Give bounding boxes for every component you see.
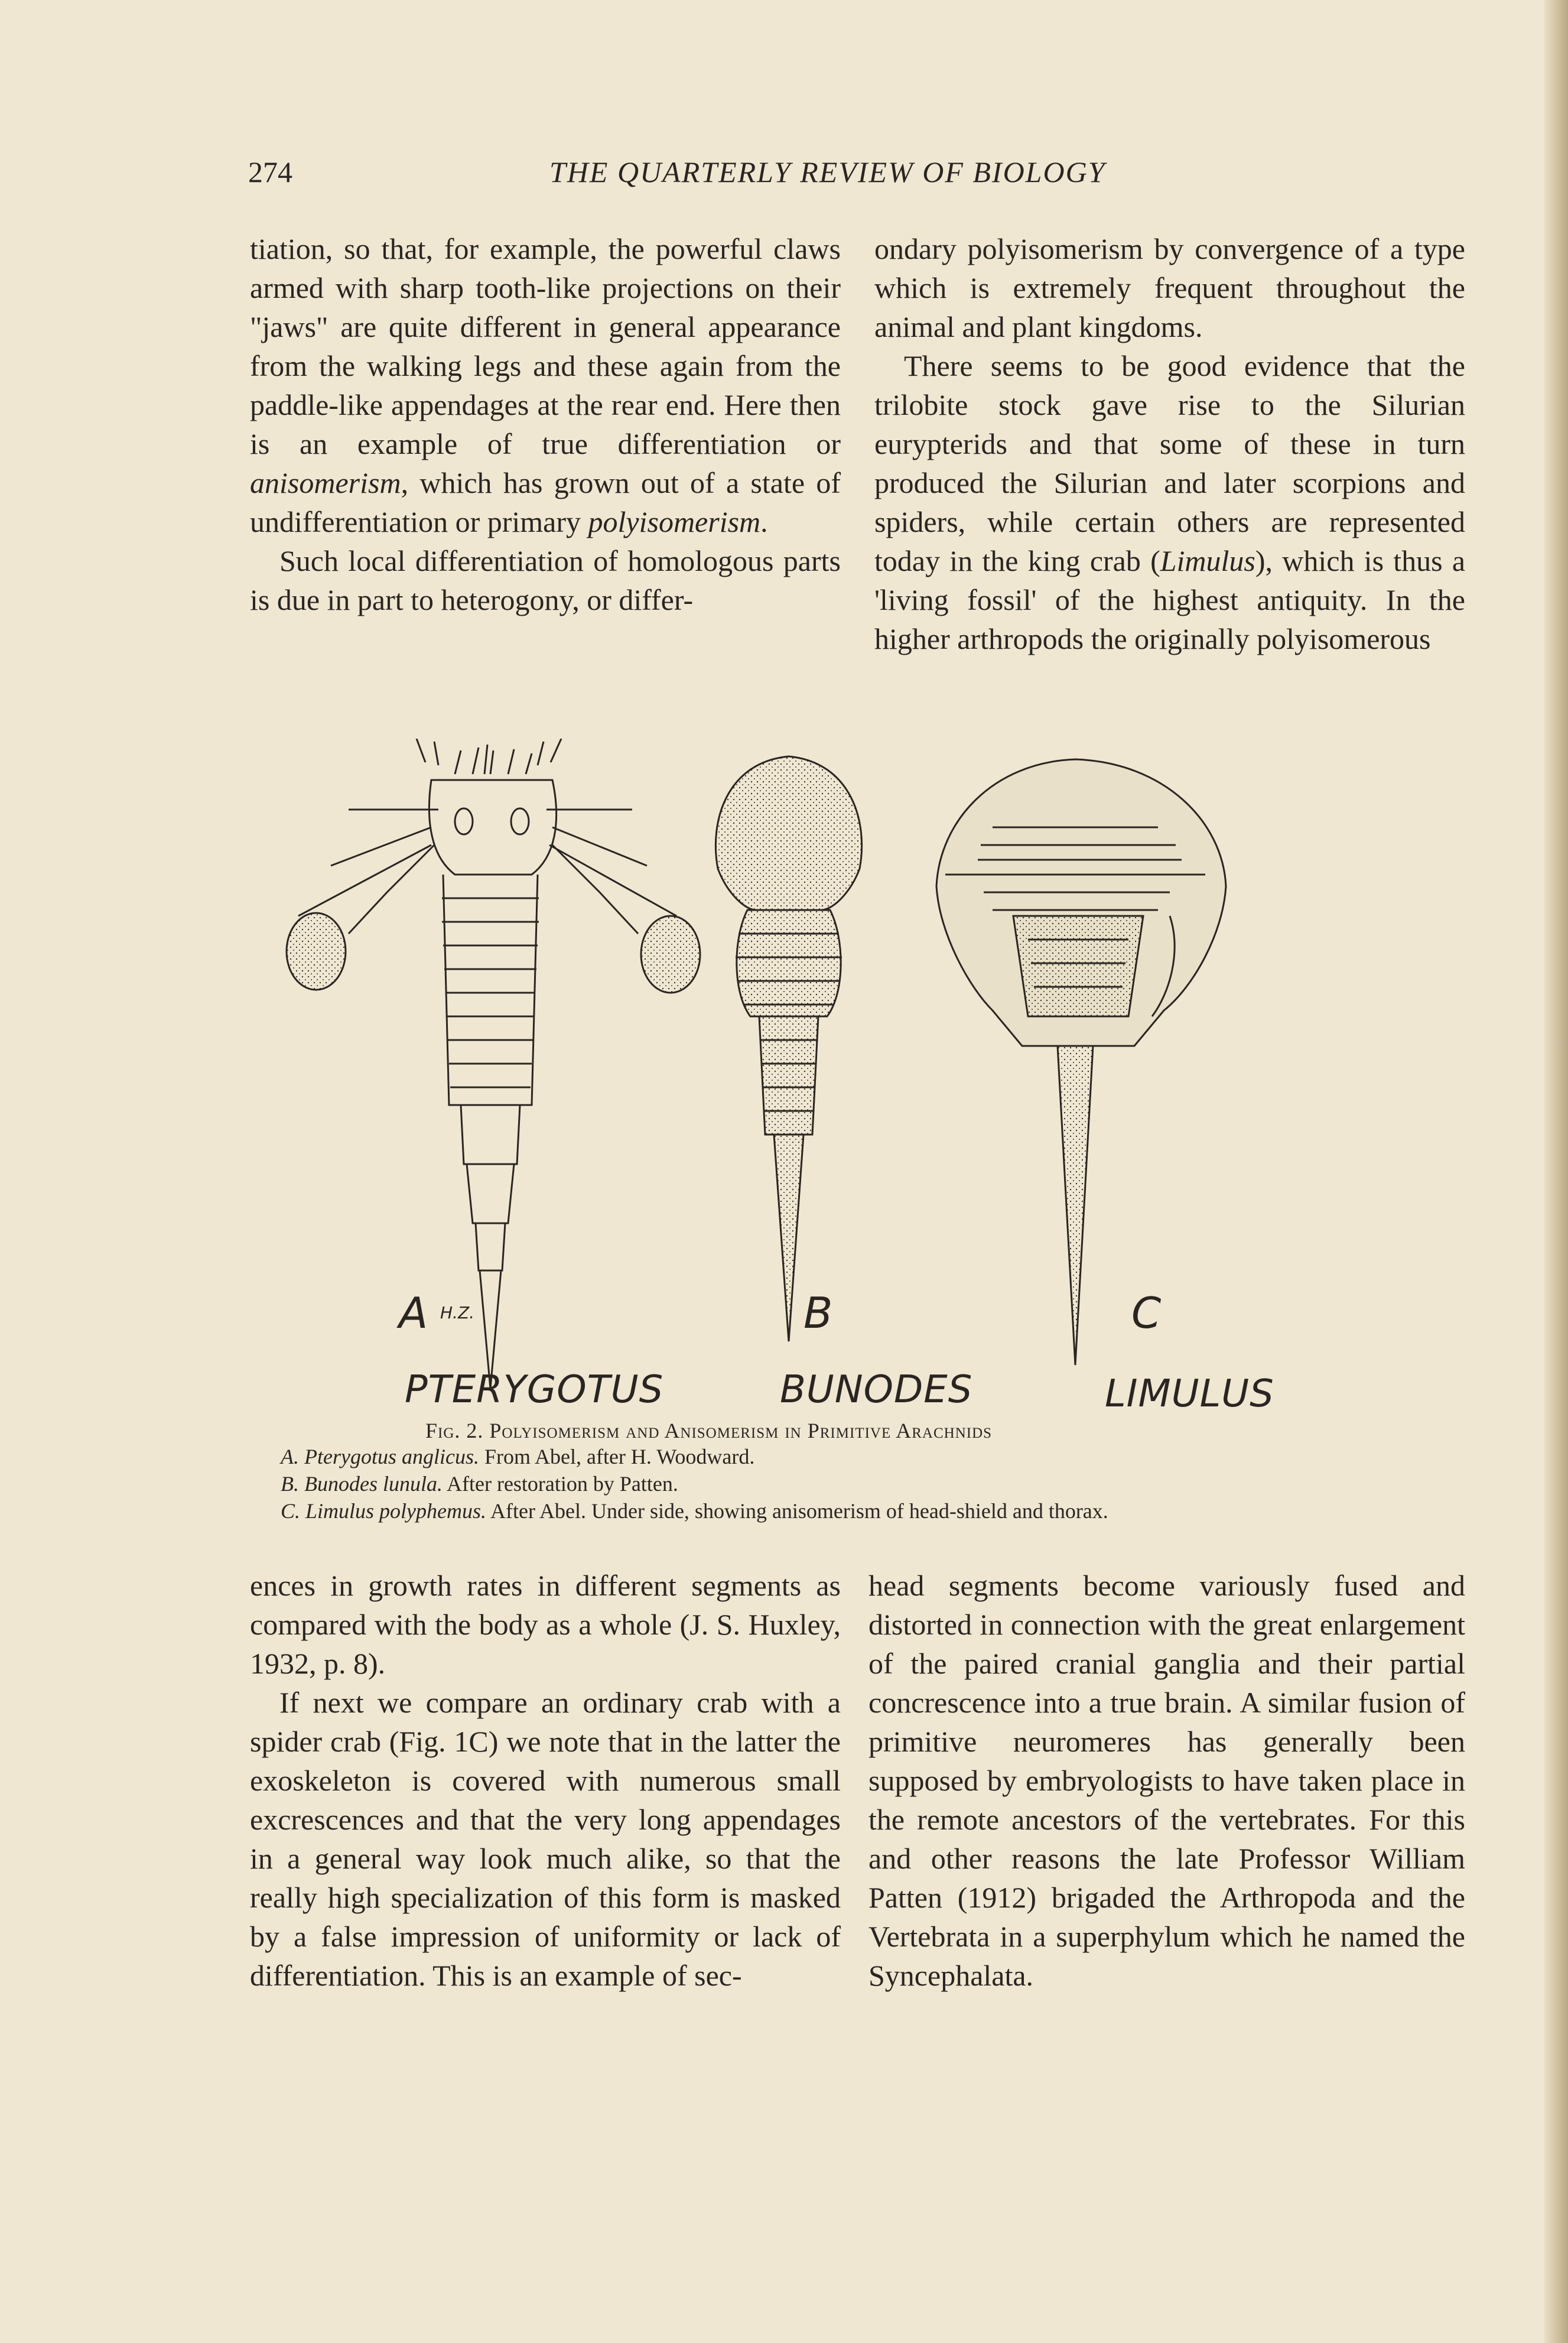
page-number: 274	[248, 155, 292, 189]
figure-credit-c: C. Limulus polyphemus. After Abel. Under side, showing anisomerism of head-shield and thorax.	[281, 1499, 1108, 1523]
figure-credit-b: B. Bunodes lunula. After restoration by Patten.	[281, 1472, 678, 1496]
genus-label-pterygotus: PTERYGOTUS	[405, 1368, 664, 1412]
running-head: THE QUARTERLY REVIEW OF BIOLOGY	[549, 155, 1106, 189]
text-column-top-right	[874, 229, 1465, 658]
figure-credit-a: A. Pterygotus anglicus. From Abel, after H. Woodward.	[281, 1445, 755, 1468]
page-edge	[1544, 0, 1568, 2343]
figure-letter-a: A	[399, 1288, 428, 1338]
paragraph: head segments become variously fused and distorted in connection with the great enlargement of the paired cranial ganglia and their partial concrescence into a true brain. A similar fusion of primitive neuromeres has generally been supposed by embryologists to have taken place in the remote ancestors of the vertebrates. For this and other reasons the late Professor William Patten (1912) brigaded the Arthropoda and the Vertebrata in a superphylum which he named the Syncephalata.	[868, 1569, 1465, 1992]
text-column-top-left	[250, 229, 841, 619]
genus-label-bunodes: BUNODES	[780, 1368, 973, 1412]
text-column-bottom-right	[868, 1566, 1465, 1995]
figure-letter-c: C	[1131, 1288, 1162, 1338]
paragraph: If next we compare an ordinary crab with a spider crab (Fig. 1C) we note that in the latter the exoskeleton is covered with numerous small excrescences and that the very long appendages in a general way look much alike, so that the really high specialization of this form is masked by a false impression of uniformity or lack of differentiation. This is an example of sec-	[250, 1686, 841, 1992]
paragraph: Such local differentiation of homologous parts is due in part to heterogony, or differ-	[250, 544, 841, 616]
limulus-drawing	[936, 759, 1226, 1365]
paragraph: There seems to be good evidence that the trilobite stock gave rise to the Silurian eurypterids and that some of these in turn produced the Silurian and later scorpions and spiders, while certain others are represented today in the king crab (Limulus), which is thus a 'living fossil' of the highest antiquity. In the higher arthropods the originally polyisomerous	[874, 349, 1466, 655]
figure-caption-title: Fig. 2. Polyisomerism and Anisomerism in Primitive Arachnids	[425, 1419, 993, 1442]
paragraph: ences in growth rates in different segments as compared with the body as a whole (J. S. Huxley, 1932, p. 8).	[250, 1569, 841, 1680]
bunodes-drawing	[715, 756, 861, 1341]
figure-arachnids	[284, 739, 1347, 1430]
artist-initials: H.Z.	[440, 1303, 475, 1322]
text-column-bottom-left	[250, 1566, 841, 1995]
figure-letter-b: B	[803, 1288, 833, 1338]
paragraph: tiation, so that, for example, the powerful claws armed with sharp tooth-like projections on their "jaws" are quite different in general appearance from the walking legs and these again from the paddle-like appendages at the rear end. Here then is an example of true differentiation or anisomerism, which has grown out of a state of undifferentiation or primary polyisomerism.	[250, 232, 841, 538]
page-header	[248, 155, 1465, 196]
pterygotus-drawing	[287, 739, 700, 1389]
genus-label-limulus: LIMULUS	[1105, 1372, 1274, 1416]
paragraph: ondary polyisomerism by convergence of a type which is extremely frequent throughout the animal and plant kingdoms.	[874, 232, 1465, 343]
